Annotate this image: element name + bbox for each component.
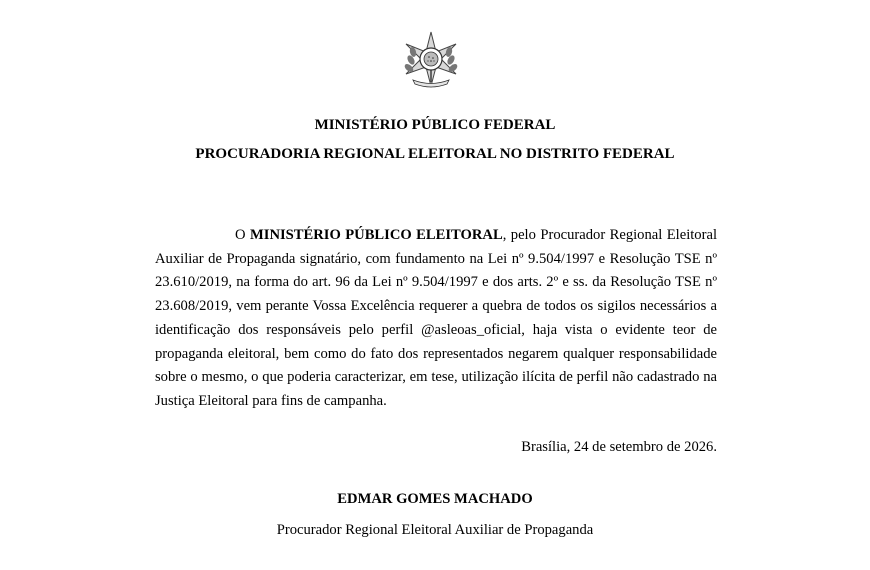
petition-paragraph: [155, 224, 717, 414]
header-department: PROCURADORIA REGIONAL ELEITORAL NO DISTRITO FEDERAL: [195, 146, 675, 162]
signatory-name: EDMAR GOMES MACHADO: [337, 491, 533, 507]
header-institution: MINISTÉRIO PÚBLICO FEDERAL: [314, 117, 556, 133]
date-line: Brasília, 24 de setembro de 2026.: [521, 439, 717, 455]
paragraph-lead: O: [235, 227, 250, 243]
signatory-role: Procurador Regional Eleitoral Auxiliar de Propaganda: [276, 522, 594, 538]
paragraph-organ-name: MINISTÉRIO PÚBLICO ELEITORAL: [249, 227, 503, 243]
paragraph-text: , pelo Procurador Regional Eleitoral Auxiliar de Propaganda signatário, com fundamento na Lei nº 9.504/1997 e Resolução TSE nº 23.610/2019, na forma do art. 96 da Lei nº 9.504/1997 e dos arts. 2º e ss. da Resolução TSE nº 23.608/2019, vem perante Vossa Excelência requerer a quebra de todos os sigilos necessários a identificação dos responsáveis pelo perfil @asleoas_oficial, haja vista o evidente teor de propaganda eleitoral, bem como do fato dos representados negarem qualquer responsabilidade sobre o mesmo, o que poderia caracterizar, em tese, utilização ilícita de perfil não cadastrado na Justiça Eleitoral para fins de campanha.: [155, 227, 717, 409]
coat-of-arms-icon: [401, 30, 461, 90]
